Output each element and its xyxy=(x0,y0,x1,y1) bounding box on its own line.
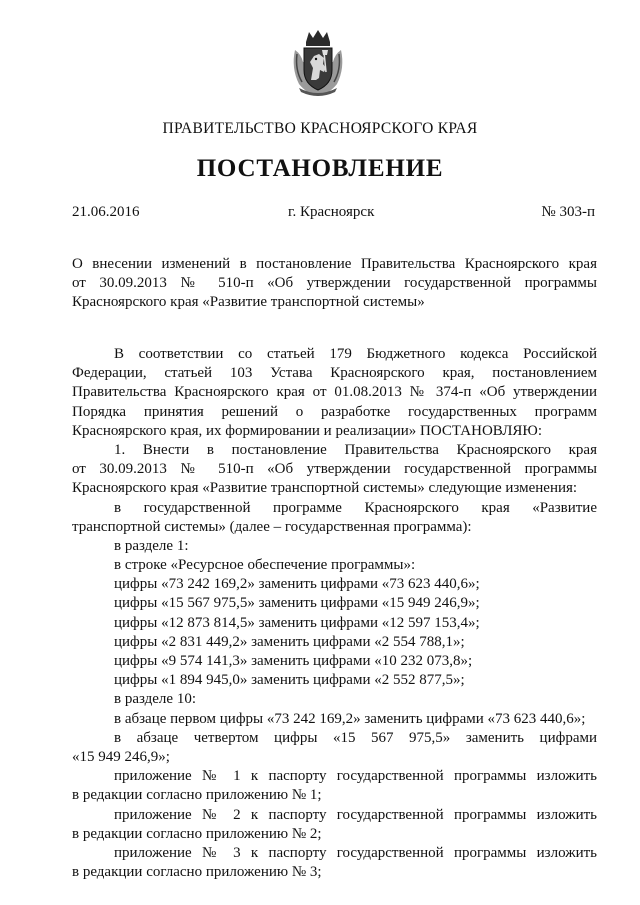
body-line: в государственной программе Красноярского края «Развитие xyxy=(114,499,597,516)
body-line: приложение № 1 к паспорту государственной программы изложить xyxy=(114,768,597,785)
document-subject xyxy=(72,255,597,312)
body-line: в абзаце первом цифры «73 242 169,2» заменить цифрами «73 623 440,6»; xyxy=(114,710,586,727)
subject-line: О внесении изменений в постановление Правительства Красноярского края xyxy=(72,256,597,272)
body-line: цифры «12 873 814,5» заменить цифрами «12 597 153,4»; xyxy=(114,614,480,631)
body-line: от 30.09.2013 № 510-п «Об утверждении государственной программы xyxy=(72,461,597,478)
body-line: Федерации, статьей 103 Устава Красноярского края, постановлением xyxy=(72,365,597,382)
body-line: «15 949 246,9»; xyxy=(72,748,170,765)
subject-line: от 30.09.2013 № 510-п «Об утверждении государственной программы xyxy=(72,275,597,291)
document-date: 21.06.2016 xyxy=(72,204,140,220)
body-line: в разделе 1: xyxy=(114,537,189,554)
document-number: № 303-п xyxy=(541,204,595,220)
coat-of-arms-icon xyxy=(289,28,347,98)
body-line: цифры «1 894 945,0» заменить цифрами «2 552 877,5»; xyxy=(114,672,465,689)
body-line: 1. Внести в постановление Правительства Красноярского края xyxy=(114,441,597,458)
body-line: приложение № 3 к паспорту государственной программы изложить xyxy=(114,844,597,861)
body-line: В соответствии со статьей 179 Бюджетного кодекса Российской xyxy=(114,346,597,362)
body-line: в редакции согласно приложению № 2; xyxy=(72,825,322,842)
subject-line: Красноярского края «Развитие транспортной системы» xyxy=(72,294,425,310)
body-line: транспортной системы» (далее – государственная программа): xyxy=(72,518,472,535)
body-line: в абзаце четвертом цифры «15 567 975,5» заменить цифрами xyxy=(114,729,597,746)
document-body xyxy=(72,345,597,882)
government-title: ПРАВИТЕЛЬСТВО КРАСНОЯРСКОГО КРАЯ xyxy=(162,120,478,137)
body-line: цифры «9 574 141,3» заменить цифрами «10 232 073,8»; xyxy=(114,653,473,669)
body-line: в редакции согласно приложению № 1; xyxy=(72,787,322,804)
body-line: Красноярского края, их формировании и реализации» ПОСТАНОВЛЯЮ: xyxy=(72,422,542,439)
body-line: приложение № 2 к паспорту государственной программы изложить xyxy=(114,806,597,823)
body-line: цифры «15 567 975,5» заменить цифрами «15 949 246,9»; xyxy=(114,595,480,612)
body-line: в разделе 10: xyxy=(114,691,196,708)
body-line: Красноярского края «Развитие транспортной системы» следующие изменения: xyxy=(72,480,578,497)
body-line: в редакции согласно приложению № 3; xyxy=(72,864,322,881)
body-line: цифры «2 831 449,2» заменить цифрами «2 554 788,1»; xyxy=(114,633,465,650)
body-line: Правительства Красноярского края от 01.08.2013 № 374-п «Об утверждении xyxy=(72,384,597,401)
body-line: цифры «73 242 169,2» заменить цифрами «73 623 440,6»; xyxy=(114,576,480,593)
document-type: ПОСТАНОВЛЕНИЕ xyxy=(196,155,444,182)
body-line: Порядка принятия решений о разработке государственных программ xyxy=(72,403,597,420)
body-line: в строке «Ресурсное обеспечение программы»: xyxy=(114,557,416,574)
document-city: г. Красноярск xyxy=(288,204,375,220)
